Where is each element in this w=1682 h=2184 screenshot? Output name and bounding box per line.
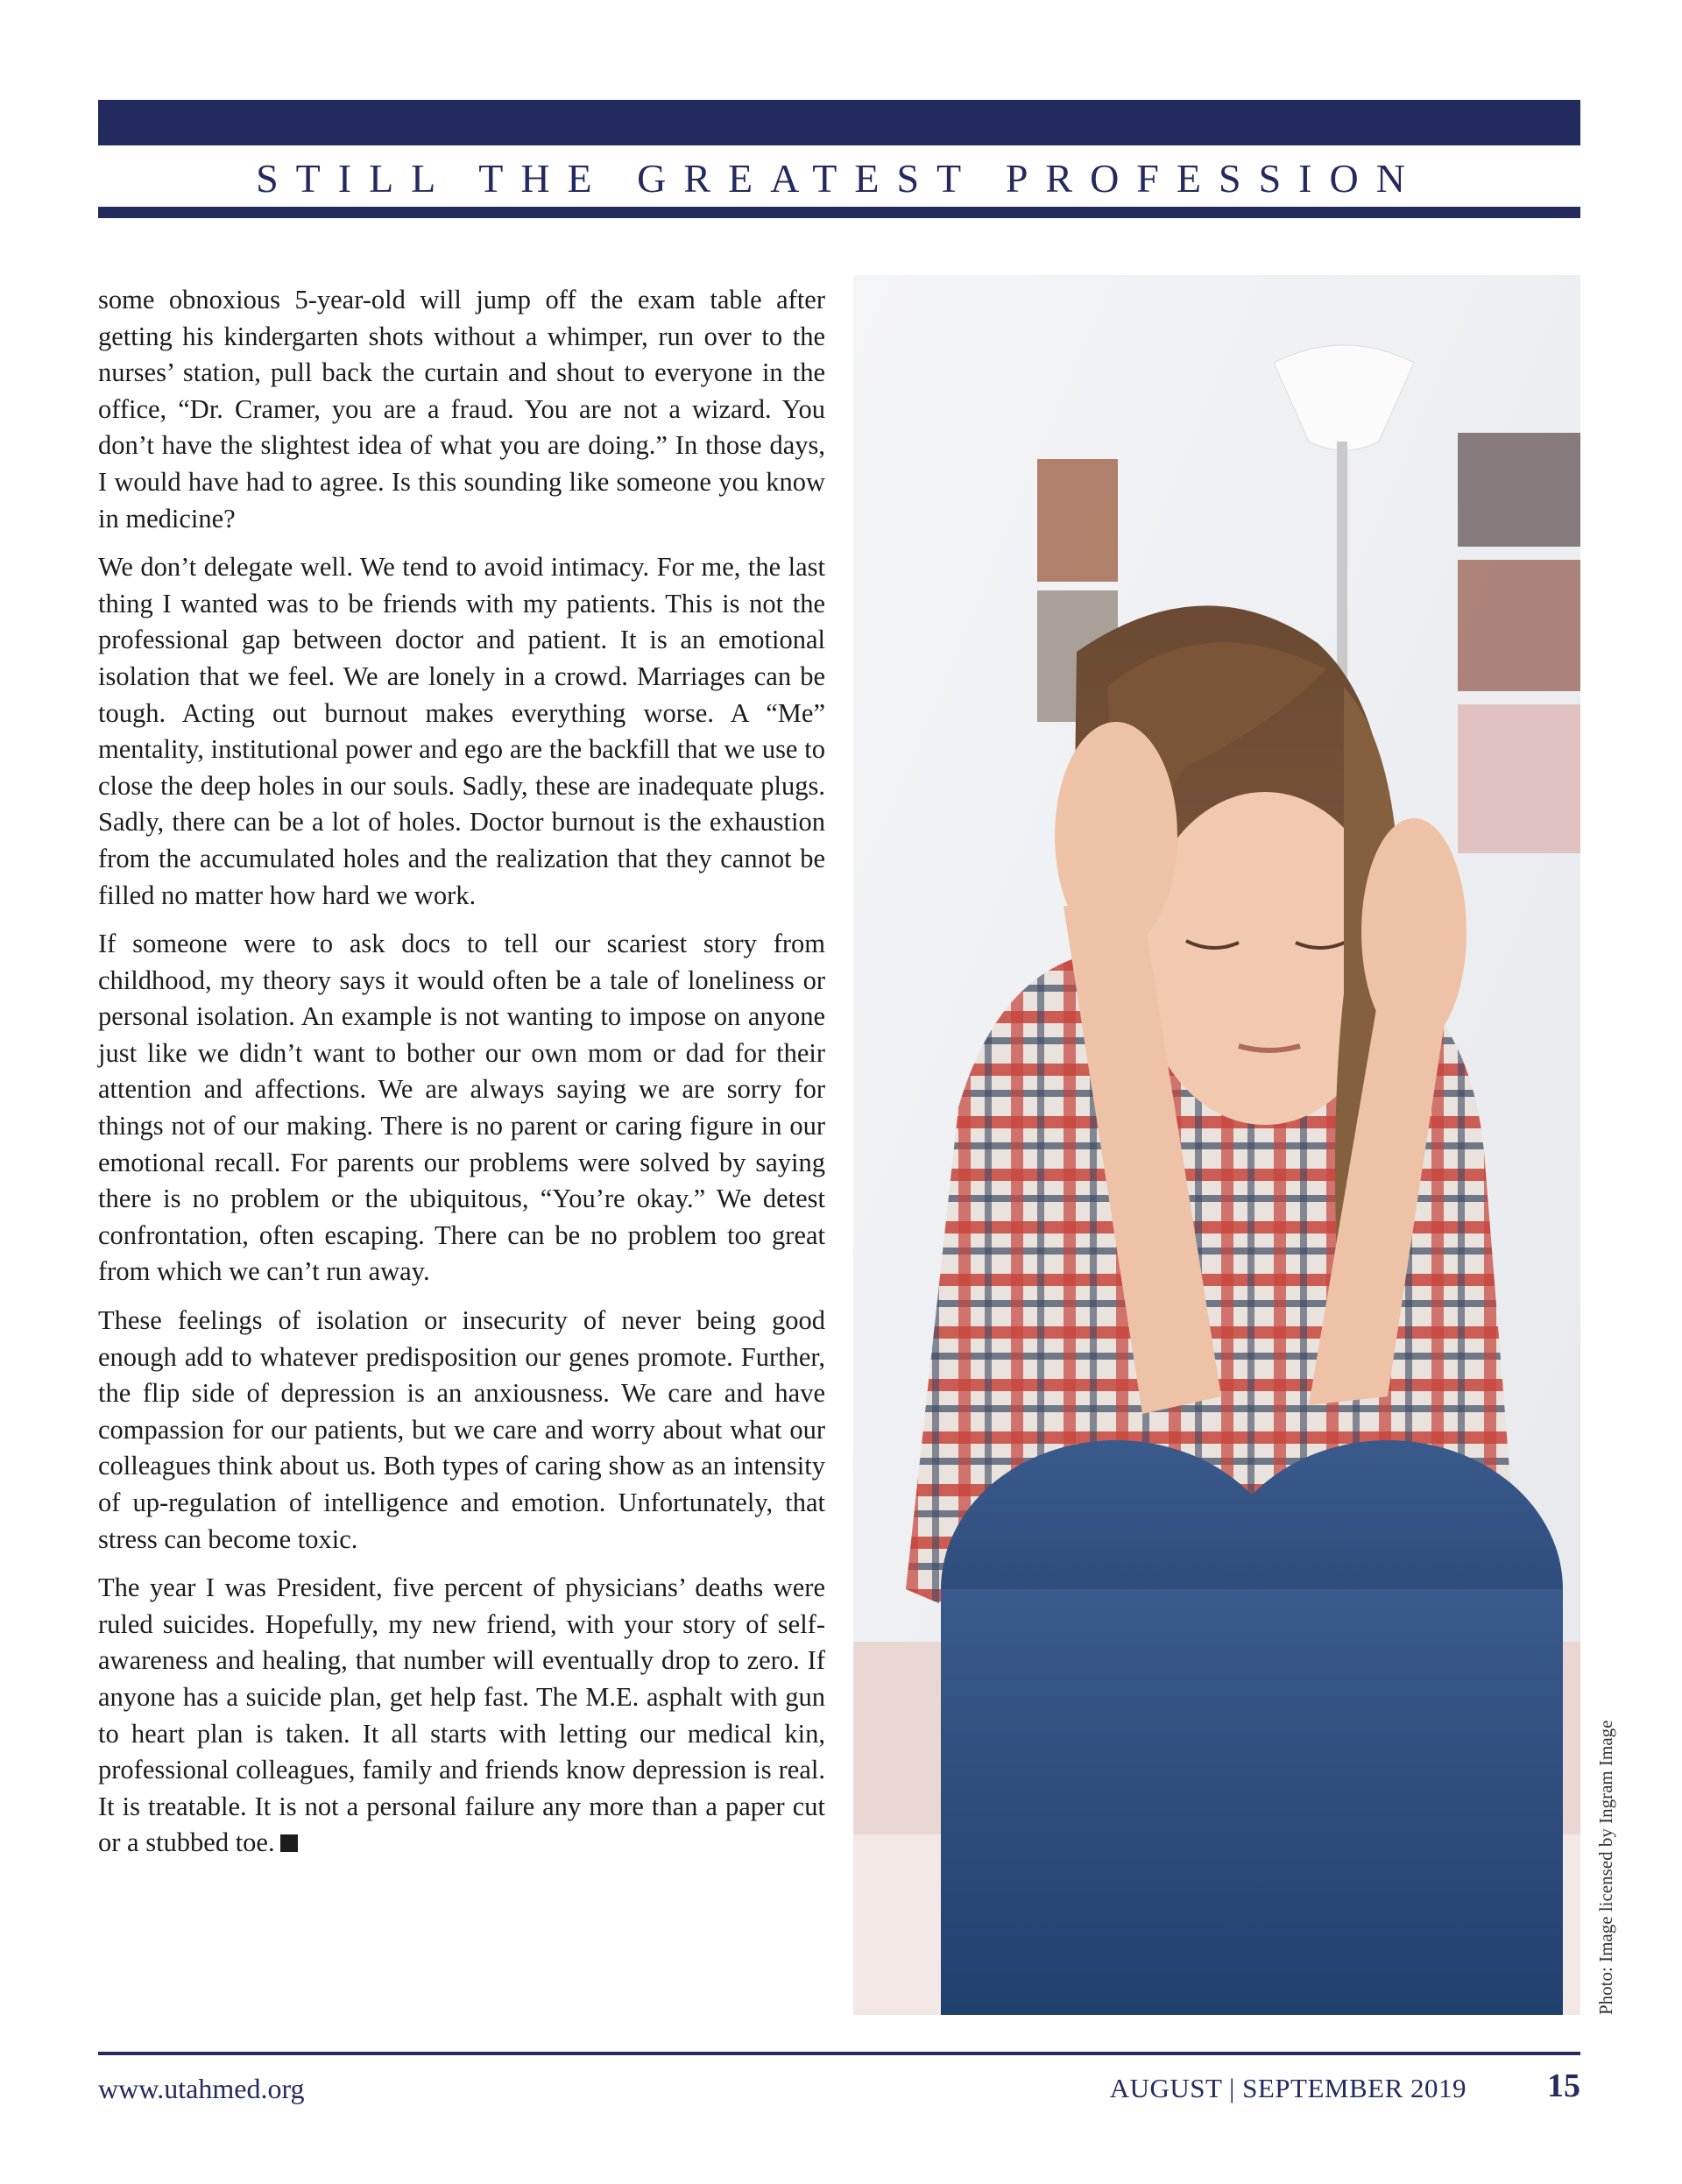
article-body: [98, 282, 825, 1874]
article-paragraph: If someone were to ask docs to tell our scariest story from childhood, my theory says it would often be a tale of loneliness or personal isolation. An example is not wanting to impose on anyone just like we didn’t want to bother our own mom or dad for their attention and affections. We are always saying we are sorry for things not of our making. There is no parent or caring figure in our emotional recall. For parents our problems were solved by saying there is no problem or the ubiquitous, “You’re okay.” We detest confrontation, often escaping. There can be no problem too great from which we can’t run away.: [98, 929, 825, 1287]
article-paragraph-text: The year I was President, five percent of physicians’ deaths were ruled suicides. Hopefully, my new friend, with your story of self-awareness and healing, that number will eventually drop to zero. If anyone has a suicide plan, get help fast. The M.E. asphalt with gun to heart plan is taken. It all starts with letting our medical kin, professional colleagues, family and friends know depression is real. It is treatable. It is not a personal failure any more than a paper cut or a stubbed toe.: [98, 1573, 825, 1858]
header-top-bar: [98, 100, 1580, 145]
footer-url[interactable]: www.utahmed.org: [98, 2073, 305, 2104]
footer-issue-date: AUGUST | SEPTEMBER 2019: [1109, 2073, 1466, 2103]
footer-rule: [98, 2052, 1580, 2055]
article-photo: [853, 275, 1580, 2015]
end-of-article-icon: [280, 1834, 298, 1852]
photo-credit: Photo: Image licensed by Ingram Image: [1595, 1720, 1616, 2015]
article-paragraph: some obnoxious 5-year-old will jump off the exam table after getting his kindergarten shots without a whimper, run over to the nurses’ station, pull back the curtain and shout to everyone in the office, “Dr. Cramer, you are a fraud. You are not a wizard. You don’t have the slightest idea of what you are doing.” In those days, I would have had to agree. Is this sounding like someone you know in medicine?: [98, 285, 825, 534]
article-paragraph: These feelings of isolation or insecurity of never being good enough add to whatever predisposition our genes promote. Further, the flip side of depression is an anxiousness. We care and have compassion for our patients, but we care and worry about what our colleagues think about us. Both types of caring show as an intensity of up-regulation of intelligence and emotion. Unfortunately, that stress can become toxic.: [98, 1305, 825, 1554]
photo-illustration: [853, 275, 1580, 2015]
section-title: STILL THE GREATEST PROFESSION: [256, 156, 1423, 201]
page-number: 15: [1547, 2067, 1580, 2104]
header-rule: [98, 207, 1580, 218]
article-paragraph: We don’t delegate well. We tend to avoid intimacy. For me, the last thing I wanted was to be friends with my patients. This is not the professional gap between doctor and patient. It is an emotional isolation that we feel. We are lonely in a crowd. Marriages can be tough. Acting out burnout makes everything worse. A “Me” mentality, institutional power and ego are the backfill that we use to close the deep holes in our souls. Sadly, these are inadequate plugs. Sadly, there can be a lot of holes. Doctor burnout is the exhaustion from the accumulated holes and the realization that they cannot be filled no matter how hard we work.: [98, 552, 825, 910]
article-paragraph-last: [98, 1570, 825, 1862]
